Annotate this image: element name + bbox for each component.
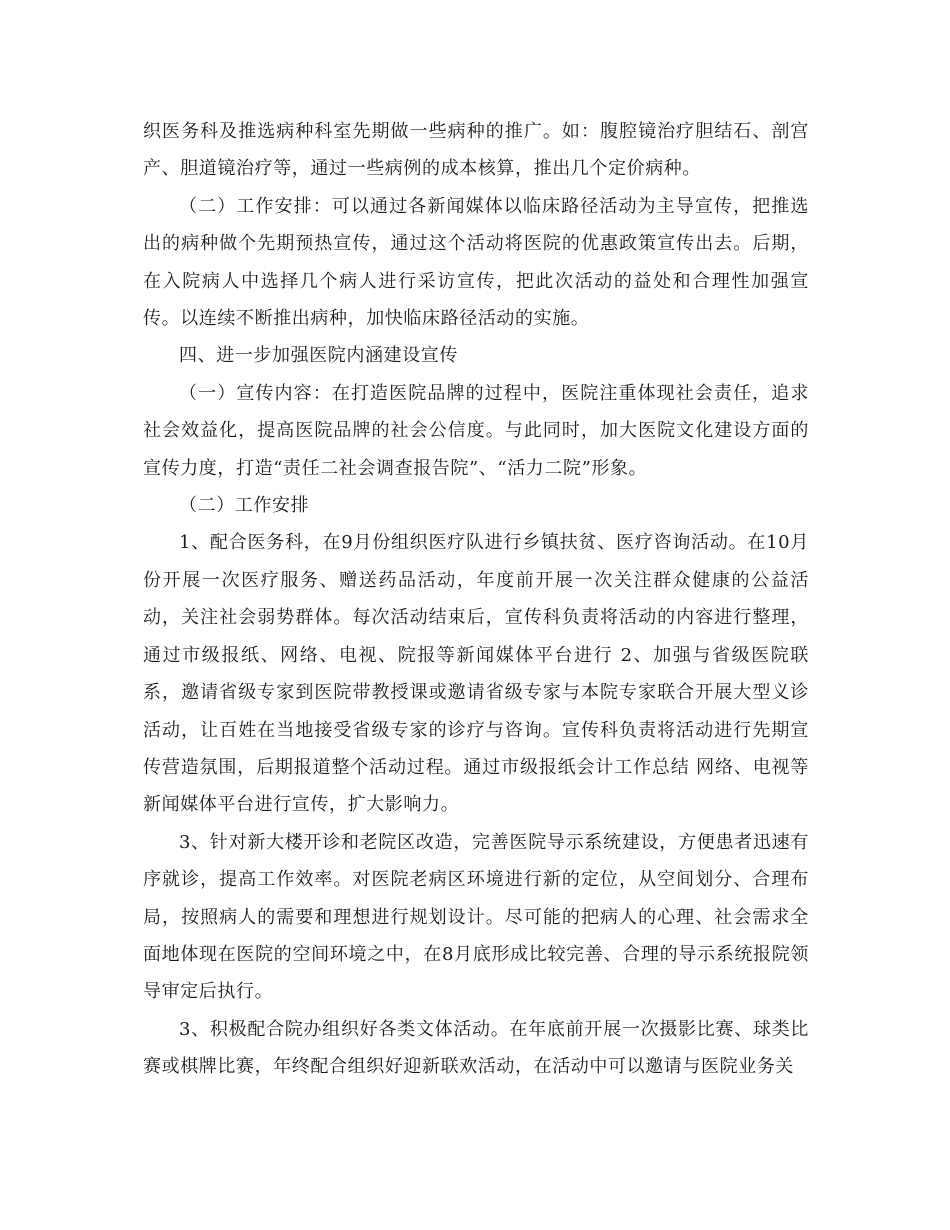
paragraph-1: 织医务科及推选病种科室先期做一些病种的推广。如：腹腔镜治疗胆结石、剖宫产、胆道镜治疗等，通过一些病例的成本核算，推出几个定价病种。 [143,121,809,180]
paragraph-5: 3、针对新大楼开诊和老院区改造，完善医院导示系统建设，方便患者迅速有序就诊，提高工作效率。对医院老病区环境进行新的定位，从空间划分、合理布局，按照病人的需要和理想进行规划设计。尽可能的把病人的心理、社会需求全面地体现在医院的空间环境之中，在8月底形成比较完善、合理的导示系统报院领导审定后执行。 [143,831,809,1003]
paragraph-4: 1、配合医务科，在9月份组织医疗队进行乡镇扶贫、医疗咨询活动。在10月份开展一次医疗服务、赠送药品活动，年度前开展一次关注群众健康的公益活动，关注社会弱势群体。每次活动结束后，宣传科负责将活动的内容进行整理，通过市级报纸、网络、电视、院报等新闻媒体平台进行 2、加强与省级医院联系，邀请省级专家到医院带教授课或邀请省级专家与本院专家联合开展大型义诊活动，让百姓在当地接受省级专家的诊疗与咨询。宣传科负责将活动进行先期宣传营造氛围，后期报道整个活动过程。通过市级报纸会计工作总结 网络、电视等新闻媒体平台进行宣传，扩大影响力。 [143,532,809,816]
section-heading-4: 四、进一步加强医院内涵建设宣传 [179,345,458,367]
paragraph-3: （一）宣传内容：在打造医院品牌的过程中，医院注重体现社会责任，追求社会效益化，提高医院品牌的社会公信度。与此同时，加大医院文化建设方面的宣传力度，打造“责任二社会调查报告院”、“活力二院”形象。 [143,382,809,479]
paragraph-6: 3、积极配合院办组织好各类文体活动。在年底前开展一次摄影比赛、球类比赛或棋牌比赛，年终配合组织好迎新联欢活动，在活动中可以邀请与医院业务关 [143,1018,809,1078]
paragraph-2: （二）工作安排：可以通过各新闻媒体以临床路径活动为主导宣传，把推选出的病种做个先期预热宣传，通过这个活动将医院的优惠政策宣传出去。后期，在入院病人中选择几个病人进行采访宣传，把此次活动的益处和合理性加强宣传。以连续不断推出病种，加快临床路径活动的实施。 [143,195,809,330]
document-body [143,113,809,1086]
subsection-heading: （二）工作安排 [179,495,310,517]
